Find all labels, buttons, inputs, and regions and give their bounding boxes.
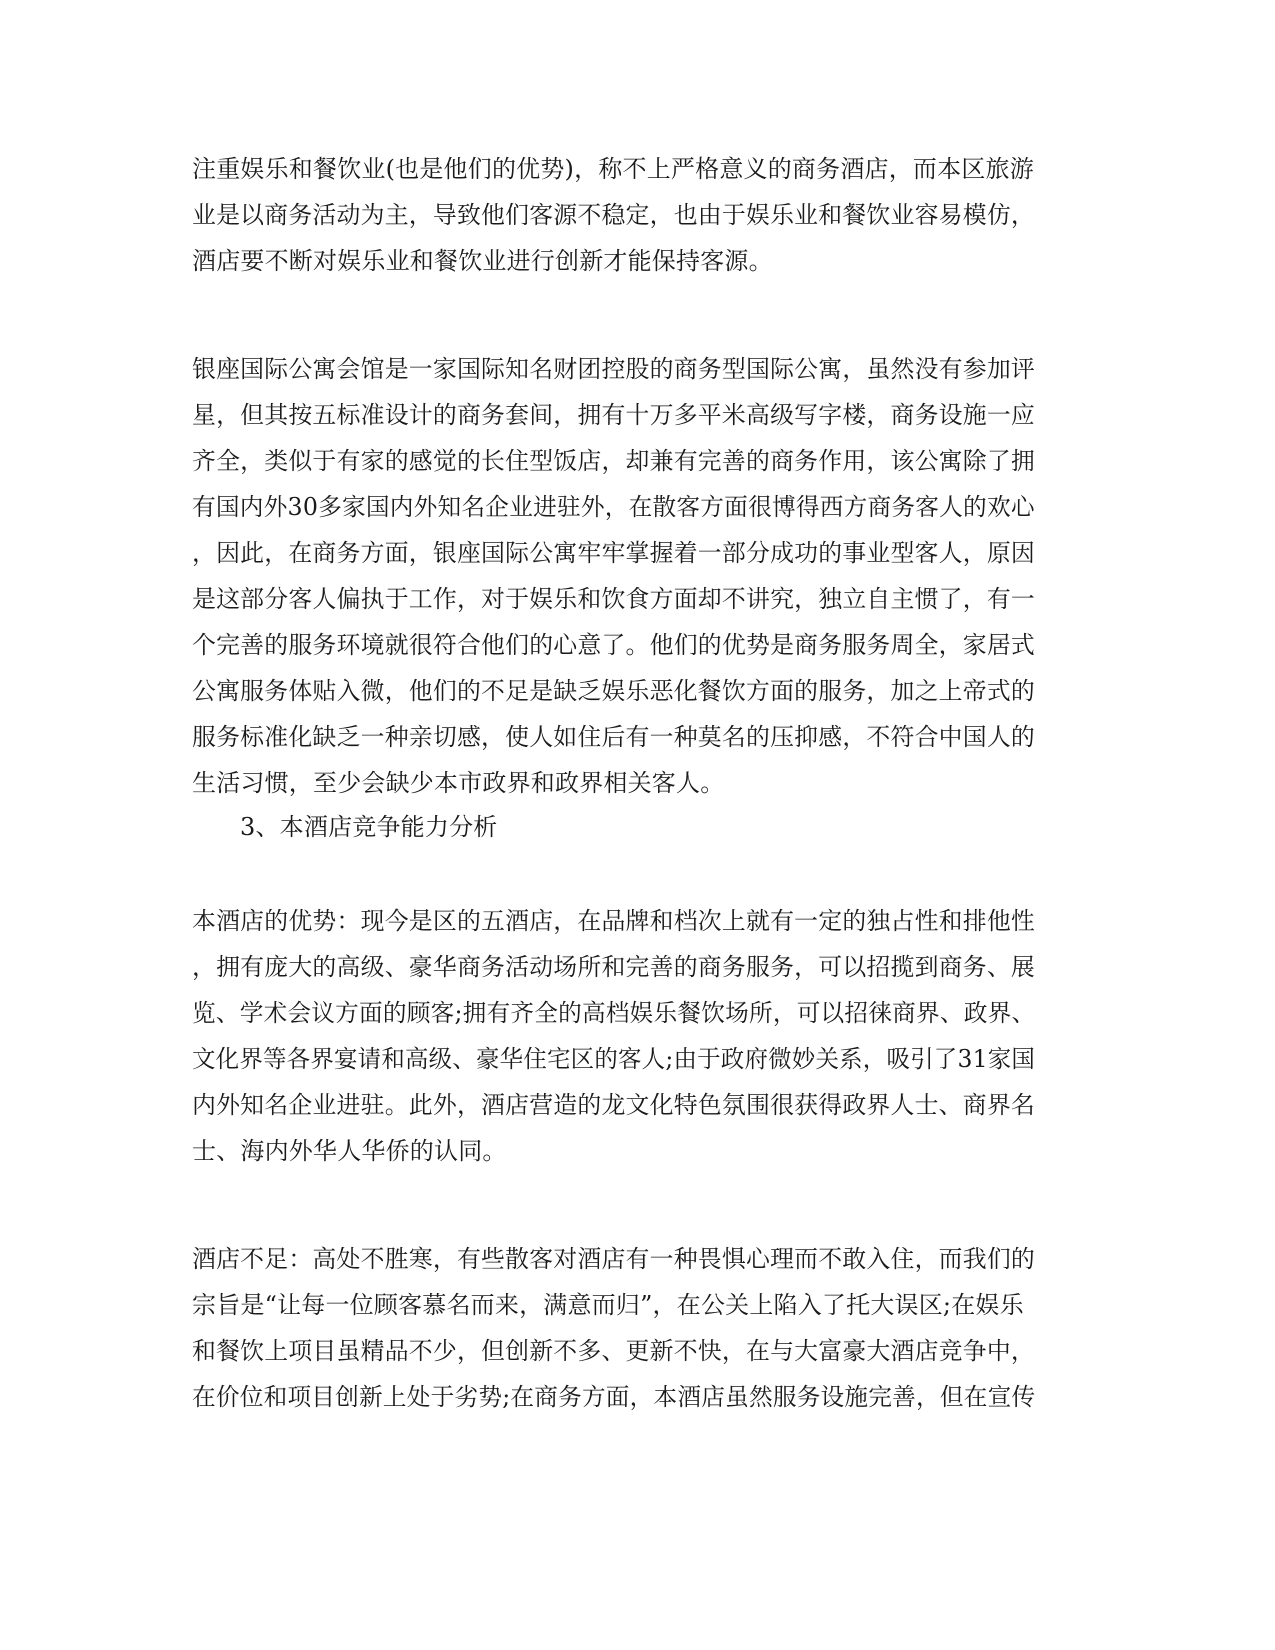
paragraph-3-line-3: 览、学术会议方面的顾客;拥有齐全的高档娱乐餐饮场所，可以招徕商界、政界、 [192, 999, 1036, 1027]
paragraph-4-line-1: 酒店不足：高处不胜寒，有些散客对酒店有一种畏惧心理而不敢入住，而我们的 [192, 1245, 1036, 1273]
paragraph-2-line-7: 个完善的服务环境就很符合他们的心意了。他们的优势是商务服务周全，家居式 [192, 631, 1036, 659]
paragraph-4-line-3: 和餐饮上项目虽精品不少，但创新不多、更新不快，在与大富豪大酒店竞争中， [192, 1337, 1036, 1365]
section-heading: 3、本酒店竞争能力分析 [240, 813, 498, 841]
paragraph-3-line-1: 本酒店的优势：现今是区的五酒店，在品牌和档次上就有一定的独占性和排他性 [192, 907, 1036, 935]
paragraph-2-line-8: 公寓服务体贴入微，他们的不足是缺乏娱乐恶化餐饮方面的服务，加之上帝式的 [192, 677, 1036, 705]
paragraph-1-line-1: 注重娱乐和餐饮业(也是他们的优势)，称不上严格意义的商务酒店，而本区旅游 [192, 155, 1034, 183]
paragraph-2-line-4: 有国内外30多家国内外知名企业进驻外，在散客方面很博得西方商务客人的欢心 [192, 493, 1035, 521]
paragraph-2-line-2: 星，但其按五标准设计的商务套间，拥有十万多平米高级写字楼，商务设施一应 [192, 401, 1036, 429]
paragraph-2-line-6: 是这部分客人偏执于工作，对于娱乐和饮食方面却不讲究，独立自主惯了，有一 [192, 585, 1036, 613]
paragraph-2-line-10: 生活习惯，至少会缺少本市政界和政界相关客人。 [192, 769, 725, 797]
paragraph-3-line-4: 文化界等各界宴请和高级、豪华住宅区的客人;由于政府微妙关系，吸引了31家国 [192, 1045, 1036, 1073]
paragraph-3-line-6: 士、海内外华人华侨的认同。 [192, 1137, 507, 1165]
paragraph-1-line-2: 业是以商务活动为主，导致他们客源不稳定，也由于娱乐业和餐饮业容易模仿， [192, 201, 1036, 229]
paragraph-2-line-3: 齐全，类似于有家的感觉的长住型饭店，却兼有完善的商务作用，该公寓除了拥 [192, 447, 1036, 475]
paragraph-4-line-2: 宗旨是“让每一位顾客慕名而来，满意而归”，在公关上陷入了托大误区;在娱乐 [192, 1291, 1024, 1319]
paragraph-2-line-5: ，因此，在商务方面，银座国际公寓牢牢掌握着一部分成功的事业型客人，原因 [192, 539, 1036, 567]
paragraph-1-line-3: 酒店要不断对娱乐业和餐饮业进行创新才能保持客源。 [192, 247, 773, 275]
paragraph-2-line-9: 服务标准化缺乏一种亲切感，使人如住后有一种莫名的压抑感，不符合中国人的 [192, 723, 1036, 751]
paragraph-3-line-2: ，拥有庞大的高级、豪华商务活动场所和完善的商务服务，可以招揽到商务、展 [192, 953, 1036, 981]
paragraph-4-line-4: 在价位和项目创新上处于劣势;在商务方面，本酒店虽然服务设施完善，但在宣传 [192, 1383, 1036, 1411]
paragraph-3-line-5: 内外知名企业进驻。此外，酒店营造的龙文化特色氛围很获得政界人士、商界名 [192, 1091, 1036, 1119]
paragraph-2-line-1: 银座国际公寓会馆是一家国际知名财团控股的商务型国际公寓，虽然没有参加评 [192, 355, 1036, 383]
